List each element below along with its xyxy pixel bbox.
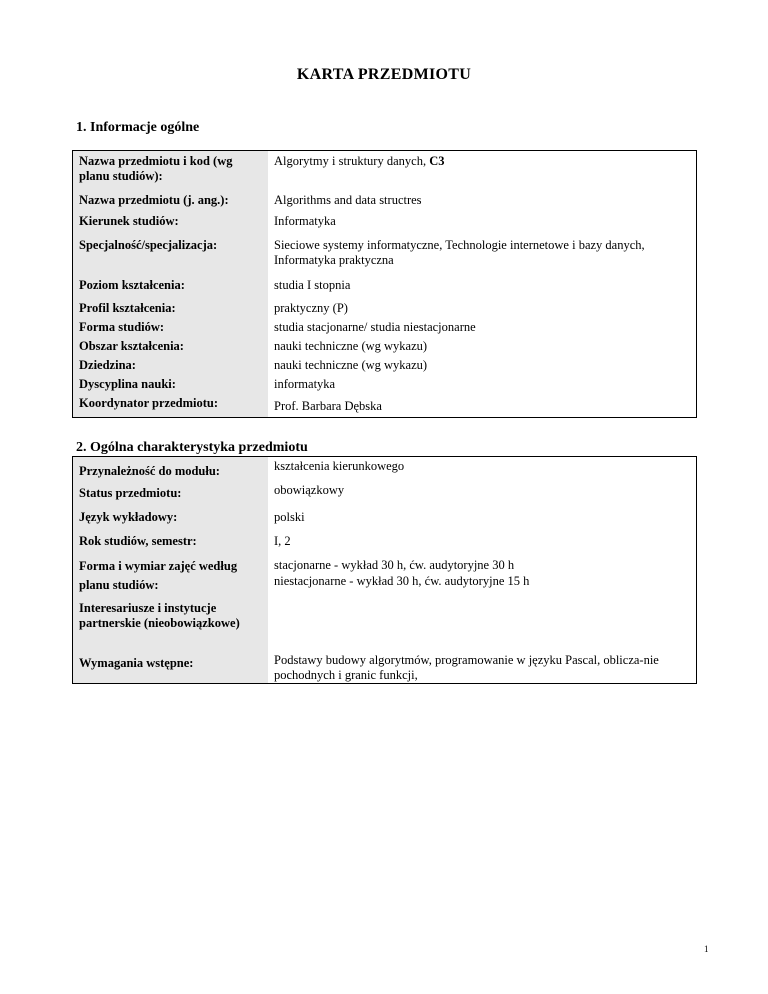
row-value [268, 595, 697, 650]
table-row [73, 211, 697, 235]
row-value: nauki techniczne (wg wykazu) [268, 337, 697, 356]
row-label: Rok studiów, semestr: [73, 529, 269, 553]
row-label: Kierunek studiów: [73, 211, 269, 235]
schedule-stationary: stacjonarne - wykład 30 h, ćw. audytoryjne 30 h [274, 557, 515, 572]
table-row [73, 375, 697, 394]
row-label: Poziom kształcenia: [73, 275, 269, 299]
document-title: KARTA PRZEDMIOTU [296, 66, 472, 83]
table-row [73, 529, 697, 553]
row-label: Nazwa przedmiotu (j. ang.): [73, 189, 269, 211]
row-label: Przynależność do modułu: [73, 457, 269, 480]
table-row [73, 356, 697, 375]
row-value: kształcenia kierunkowego [268, 457, 697, 480]
row-label: Profil kształcenia: [73, 299, 269, 318]
row-value: Podstawy budowy algorytmów, programowanie w języku Pascal, oblicza-nie pochodnych i granic funkcji, [268, 650, 697, 684]
row-value: praktyczny (P) [268, 299, 697, 318]
section-2-heading: 2. Ogólna charakterystyka przedmiotu [76, 440, 308, 455]
general-info-table [72, 150, 697, 418]
row-value: studia stacjonarne/ studia niestacjonarne [268, 318, 697, 337]
section-1-heading: 1. Informacje ogólne [76, 120, 200, 135]
row-value: Informatyka [268, 211, 697, 235]
table-row [73, 480, 697, 504]
table-row [73, 553, 697, 595]
row-label: Status przedmiotu: [73, 480, 269, 504]
row-value: Algorytmy i struktury danych, C3 [268, 151, 697, 189]
page-number: 1 [704, 944, 709, 954]
table-row [73, 337, 697, 356]
row-label: Forma i wymiar zajęć według planu studiów: [73, 553, 269, 595]
row-label: Obszar kształcenia: [73, 337, 269, 356]
row-value: nauki techniczne (wg wykazu) [268, 356, 697, 375]
row-label: Dyscyplina nauki: [73, 375, 269, 394]
table-row [73, 151, 697, 189]
table-row [73, 235, 697, 275]
table-row [73, 299, 697, 318]
table-row [73, 650, 697, 684]
row-value: informatyka [268, 375, 697, 394]
table-row [73, 504, 697, 529]
table-row [73, 595, 697, 650]
table-row [73, 394, 697, 418]
row-value: Algorithms and data structres [268, 189, 697, 211]
row-label: Dziedzina: [73, 356, 269, 375]
row-label: Interesariusze i instytucje partnerskie (nieobowiązkowe) [73, 595, 269, 650]
row-value [268, 553, 697, 595]
characteristics-table [72, 456, 697, 684]
row-value: studia I stopnia [268, 275, 697, 299]
row-label: Wymagania wstępne: [73, 650, 269, 684]
table-row [73, 457, 697, 480]
row-value: I, 2 [268, 529, 697, 553]
table-row [73, 318, 697, 337]
row-value: Sieciowe systemy informatyczne, Technologie internetowe i bazy danych, Informatyka praktyczna [268, 235, 697, 275]
row-value: obowiązkowy [268, 480, 697, 504]
row-label: Forma studiów: [73, 318, 269, 337]
schedule-extramural: niestacjonarne - wykład 30 h, ćw. audytoryjne 15 h [274, 573, 530, 588]
row-label: Język wykładowy: [73, 504, 269, 529]
row-label: Koordynator przedmiotu: [73, 394, 269, 418]
row-value: polski [268, 504, 697, 529]
row-label: Nazwa przedmiotu i kod (wg planu studiów): [73, 151, 269, 189]
row-label: Specjalność/specjalizacja: [73, 235, 269, 275]
row-value: Prof. Barbara Dębska [268, 394, 697, 418]
table-row [73, 189, 697, 211]
table-row [73, 275, 697, 299]
course-code: C3 [429, 154, 445, 168]
